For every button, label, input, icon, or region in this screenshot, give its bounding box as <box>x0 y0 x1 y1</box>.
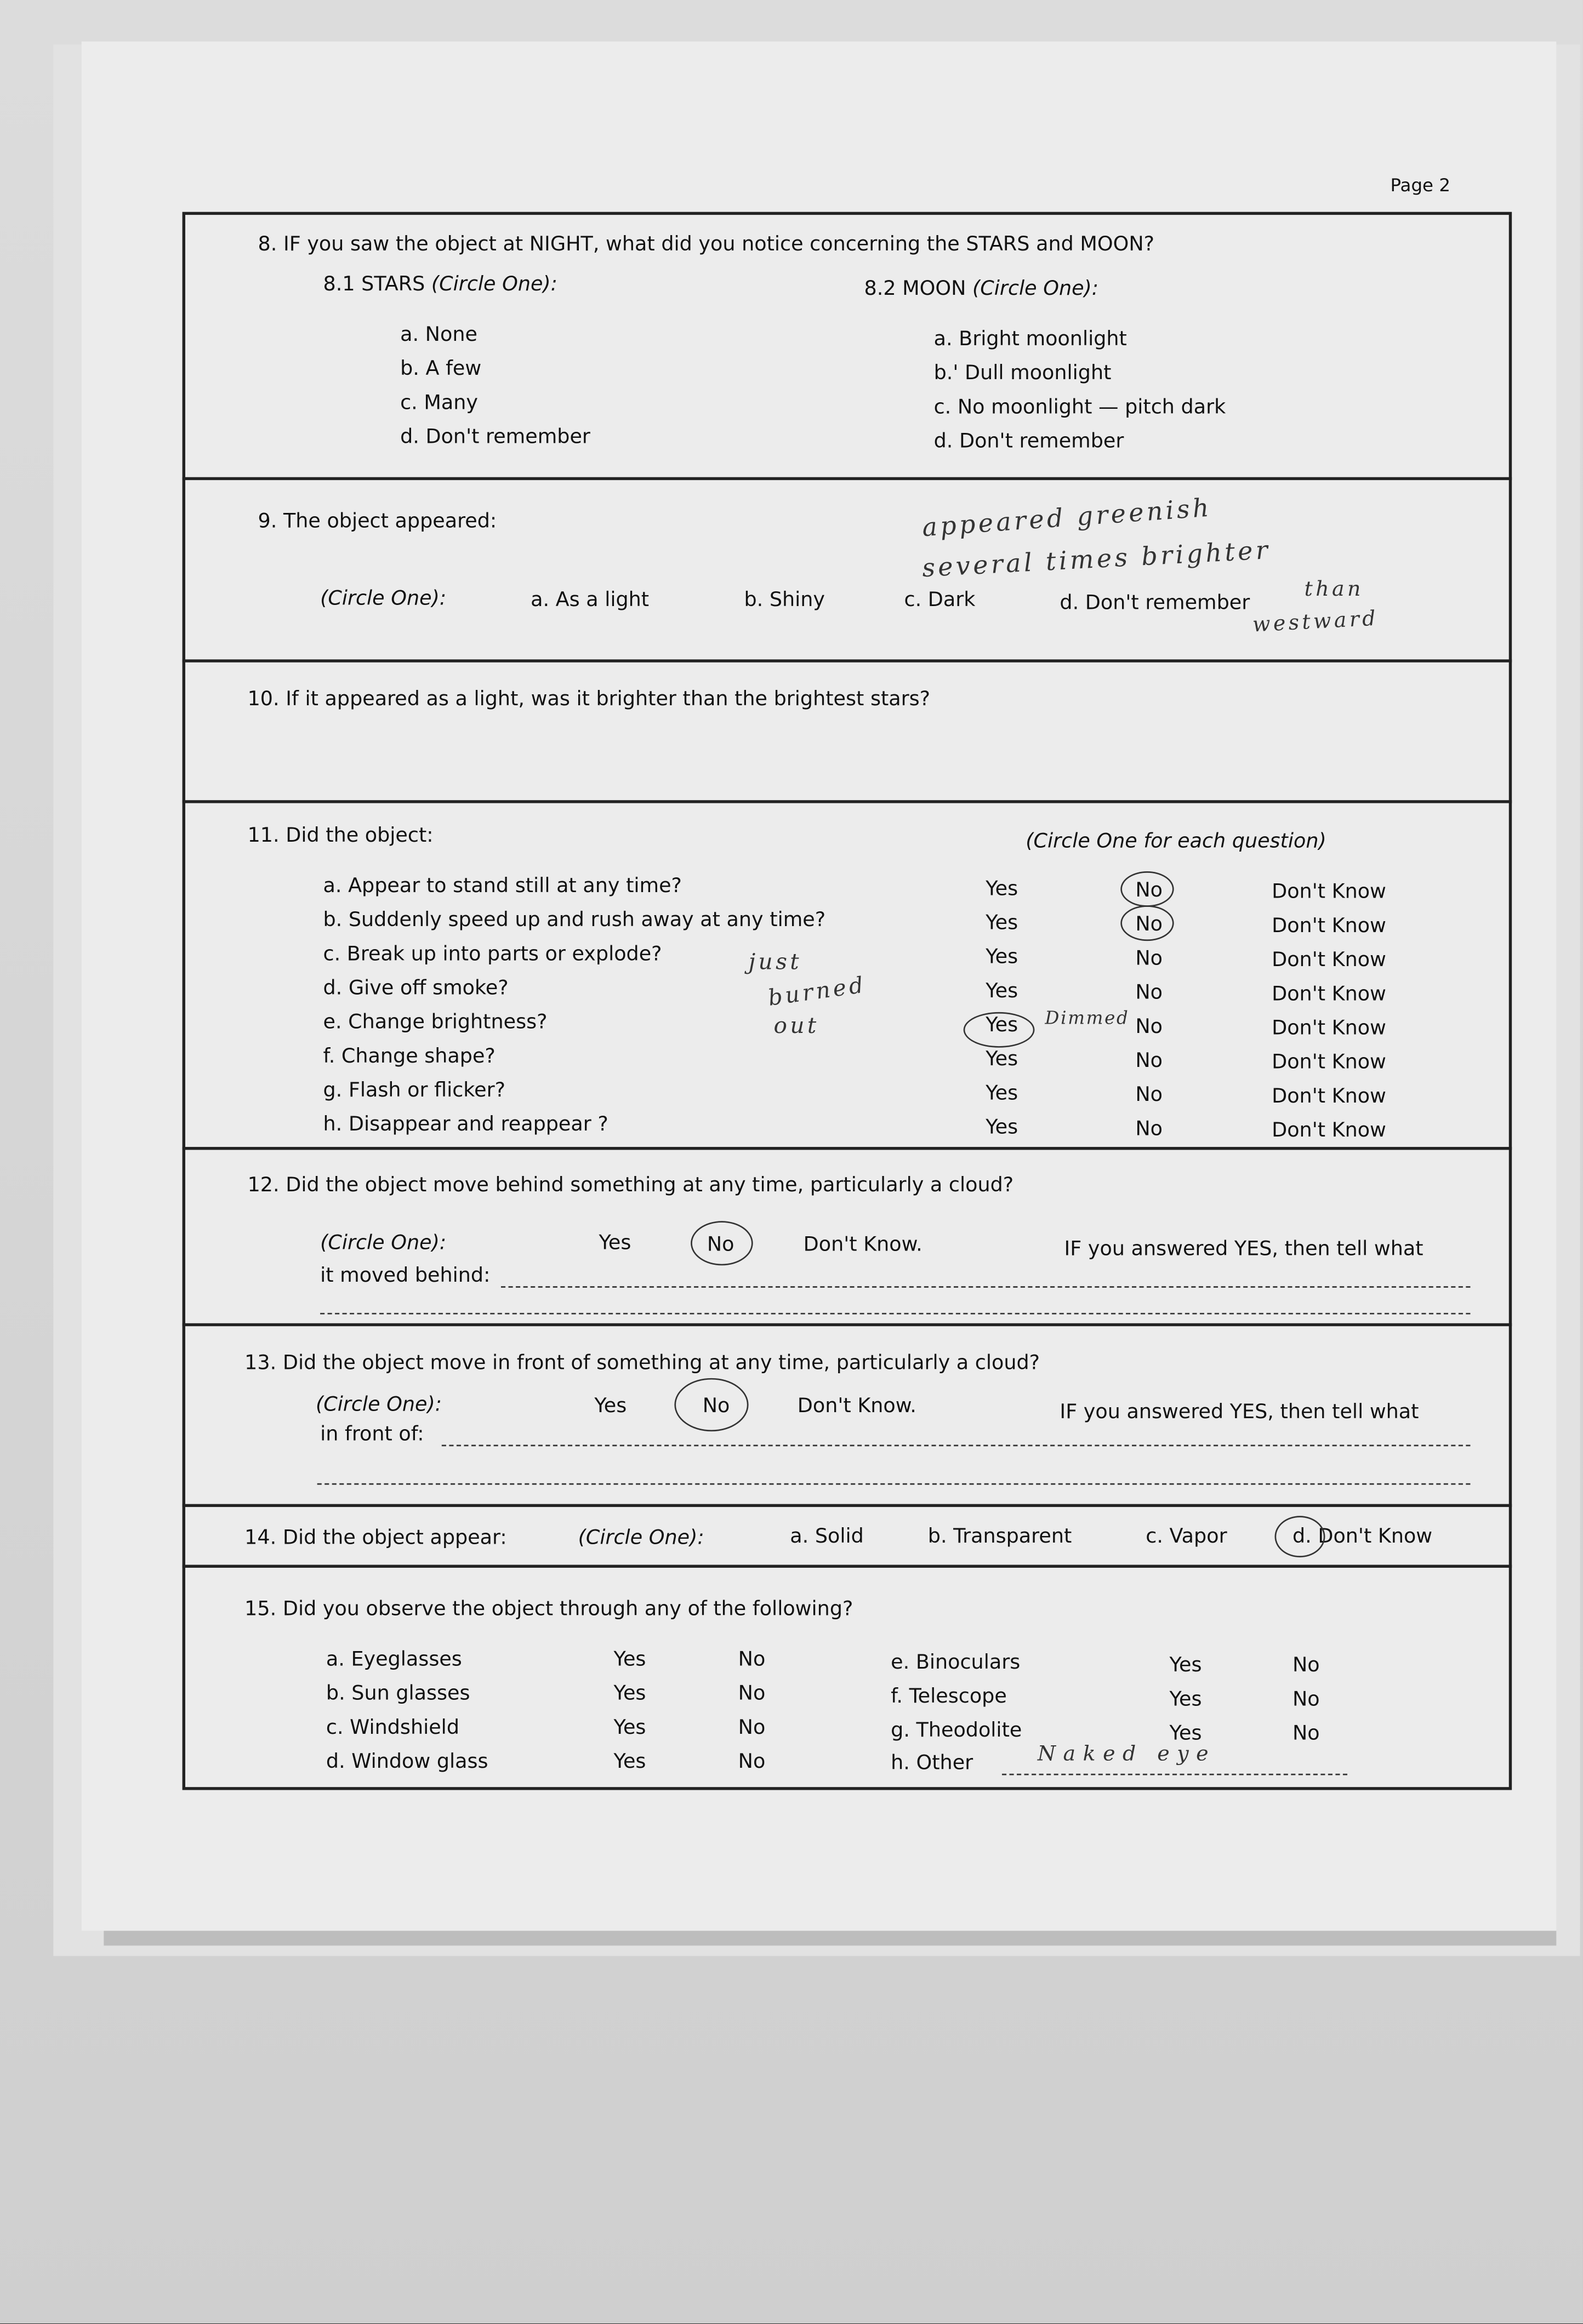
q11-row-label: h. Disappear and reappear ? <box>323 1112 608 1137</box>
q14-option[interactable]: c. Vapor <box>1146 1524 1227 1549</box>
q11-dont-know[interactable]: Don't Know <box>1272 1118 1386 1143</box>
q11-yes[interactable]: Yes <box>986 1013 1018 1037</box>
divider <box>183 1504 1512 1507</box>
q11-dont-know[interactable]: Don't Know <box>1272 982 1386 1007</box>
q12-hint: (Circle One): <box>320 1231 447 1255</box>
q15-yes[interactable]: Yes <box>613 1750 646 1774</box>
q14-option[interactable]: b. Transparent <box>927 1524 1072 1549</box>
q12-if-yes: IF you answered YES, then tell what <box>1064 1237 1423 1261</box>
stars-option[interactable]: d. Don't remember <box>400 425 590 449</box>
q15-yes[interactable]: Yes <box>613 1682 646 1706</box>
divider <box>183 1147 1512 1150</box>
q13-follow-label: in front of: <box>320 1422 424 1447</box>
q15-other-label: h. Other <box>891 1751 973 1775</box>
q15-no[interactable]: No <box>1292 1722 1320 1746</box>
q9-option[interactable]: b. Shiny <box>744 588 825 612</box>
q11-dont-know[interactable]: Don't Know <box>1272 914 1386 938</box>
q15-no[interactable]: No <box>738 1750 766 1774</box>
moon-option[interactable]: d. Don't remember <box>933 430 1124 454</box>
q11-handwritten-note: just <box>748 948 802 975</box>
moon-option[interactable]: a. Bright moonlight <box>933 327 1127 351</box>
q11-dont-know[interactable]: Don't Know <box>1272 880 1386 904</box>
q11-yes[interactable]: Yes <box>986 911 1018 935</box>
q15-no[interactable]: No <box>738 1682 766 1706</box>
q9-option[interactable]: c. Dark <box>904 588 976 612</box>
divider <box>183 1565 1512 1568</box>
q11-handwritten-note: burned <box>766 971 868 1012</box>
q13-hint: (Circle One): <box>315 1392 442 1417</box>
q13-if-yes: IF you answered YES, then tell what <box>1060 1400 1419 1424</box>
stars-option[interactable]: c. Many <box>400 391 479 415</box>
q11-handwritten-note: out <box>773 1012 819 1039</box>
q9-question: 9. The object appeared: <box>258 510 497 534</box>
answer-circle <box>1120 871 1174 907</box>
moon-option[interactable]: b.' Dull moonlight <box>933 361 1112 386</box>
q9-handwritten-note: than <box>1304 578 1364 602</box>
divider <box>183 477 1512 480</box>
q15-other-line <box>1002 1774 1347 1777</box>
q13-dont-know[interactable]: Don't Know. <box>797 1394 916 1418</box>
q12-yes[interactable]: Yes <box>599 1231 631 1255</box>
q11-question: 11. Did the object: <box>247 824 434 848</box>
q9-hint: (Circle One): <box>320 586 447 611</box>
q11-yes[interactable]: Yes <box>986 1081 1018 1106</box>
q13-answer-line[interactable] <box>317 1483 1471 1486</box>
q12-answer-line[interactable] <box>501 1286 1470 1289</box>
q13-question: 13. Did the object move in front of something at any time, particularly a cloud? <box>244 1351 1040 1375</box>
q11-no[interactable]: No <box>1135 1049 1163 1073</box>
q13-answer-line[interactable] <box>442 1444 1471 1447</box>
q11-yes[interactable]: Yes <box>986 945 1018 969</box>
q12-answer-line[interactable] <box>320 1313 1470 1316</box>
divider <box>183 659 1512 662</box>
q8-moon-label: 8.2 MOON (Circle One): <box>864 277 1099 301</box>
q11-yes[interactable]: Yes <box>986 877 1018 901</box>
q11-row-label: d. Give off smoke? <box>323 977 509 1001</box>
q15-yes[interactable]: Yes <box>1169 1687 1202 1712</box>
q15-no[interactable]: No <box>738 1716 766 1740</box>
q15-other-value[interactable]: Naked eye <box>1037 1743 1216 1767</box>
q11-no[interactable]: No <box>1135 946 1163 971</box>
q12-no[interactable]: No <box>707 1232 734 1257</box>
q14-question: 14. Did the object appear: <box>244 1526 507 1550</box>
q11-row-label: e. Change brightness? <box>323 1010 548 1035</box>
q15-item-label: g. Theodolite <box>891 1718 1022 1743</box>
answer-circle <box>964 1012 1035 1048</box>
q11-dont-know[interactable]: Don't Know <box>1272 1084 1386 1109</box>
q15-item-label: c. Windshield <box>326 1716 460 1740</box>
q14-option[interactable]: d. Don't Know <box>1292 1524 1433 1549</box>
q15-question: 15. Did you observe the object through any of the following? <box>244 1597 853 1621</box>
moon-option[interactable]: c. No moonlight — pitch dark <box>933 395 1226 420</box>
q11-row-label: c. Break up into parts or explode? <box>323 942 662 967</box>
q11-dont-know[interactable]: Don't Know <box>1272 1050 1386 1075</box>
q8-stars-label: 8.1 STARS (Circle One): <box>323 272 557 296</box>
q15-yes[interactable]: Yes <box>613 1647 646 1672</box>
q11-no[interactable]: No <box>1135 1083 1163 1107</box>
q15-yes[interactable]: Yes <box>1169 1722 1202 1746</box>
q11-yes[interactable]: Yes <box>986 1047 1018 1072</box>
answer-circle <box>1275 1516 1325 1557</box>
q11-dont-know[interactable]: Don't Know <box>1272 1017 1386 1041</box>
q15-item-label: d. Window glass <box>326 1750 488 1774</box>
divider <box>183 800 1512 803</box>
q8-question: 8. IF you saw the object at NIGHT, what did you notice concerning the STARS and MOON? <box>258 232 1155 256</box>
answer-circle <box>674 1378 748 1431</box>
q9-handwritten-note: appeared greenish <box>921 493 1213 544</box>
q11e-handwritten-note: Dimmed <box>1045 1007 1130 1029</box>
q15-no[interactable]: No <box>1292 1653 1320 1678</box>
q15-item-label: f. Telescope <box>891 1685 1007 1709</box>
page-number: Page 2 <box>1390 175 1450 196</box>
q11-row-label: g. Flash or flicker? <box>323 1078 506 1103</box>
q10-question: 10. If it appeared as a light, was it brighter than the brightest stars? <box>247 687 931 711</box>
q15-no[interactable]: No <box>738 1647 766 1672</box>
q15-yes[interactable]: Yes <box>1169 1653 1202 1678</box>
q14-option[interactable]: a. Solid <box>790 1524 864 1549</box>
q9-option[interactable]: d. Don't remember <box>1060 591 1250 615</box>
q9-option[interactable]: a. As a light <box>531 588 650 612</box>
q11-dont-know[interactable]: Don't Know <box>1272 948 1386 972</box>
q13-yes[interactable]: Yes <box>594 1394 627 1418</box>
q15-item-label: e. Binoculars <box>891 1651 1021 1675</box>
q9-handwritten-note: westward <box>1251 607 1379 638</box>
q11-no[interactable]: No <box>1135 878 1163 903</box>
answer-circle <box>1120 905 1174 941</box>
q11-no[interactable]: No <box>1135 1015 1163 1039</box>
q11-yes[interactable]: Yes <box>986 979 1018 1003</box>
q11-no[interactable]: No <box>1135 1117 1163 1141</box>
q15-item-label: a. Eyeglasses <box>326 1647 462 1672</box>
q15-no[interactable]: No <box>1292 1687 1320 1712</box>
q11-no[interactable]: No <box>1135 981 1163 1005</box>
q11-row-label: a. Appear to stand still at any time? <box>323 874 682 898</box>
divider <box>183 1323 1512 1326</box>
q15-yes[interactable]: Yes <box>613 1716 646 1740</box>
q12-dont-know[interactable]: Don't Know. <box>803 1232 923 1257</box>
q9-handwritten-note: several times brighter <box>921 536 1272 584</box>
paper-shadow <box>104 1931 1556 1945</box>
q11-row-label: b. Suddenly speed up and rush away at any time? <box>323 908 826 932</box>
q12-question: 12. Did the object move behind something at any time, particularly a cloud? <box>247 1173 1014 1197</box>
q12-follow-label: it moved behind: <box>320 1264 491 1288</box>
q11-hint: (Circle One for each question) <box>1026 830 1326 854</box>
q11-no[interactable]: No <box>1135 912 1163 937</box>
q11-row-label: f. Change shape? <box>323 1044 496 1069</box>
stars-option[interactable]: a. None <box>400 323 477 347</box>
answer-circle <box>691 1221 753 1265</box>
q14-hint: (Circle One): <box>578 1526 704 1550</box>
q13-no[interactable]: No <box>702 1394 730 1418</box>
q11-yes[interactable]: Yes <box>986 1116 1018 1140</box>
stars-option[interactable]: b. A few <box>400 357 482 381</box>
q15-item-label: b. Sun glasses <box>326 1682 470 1706</box>
